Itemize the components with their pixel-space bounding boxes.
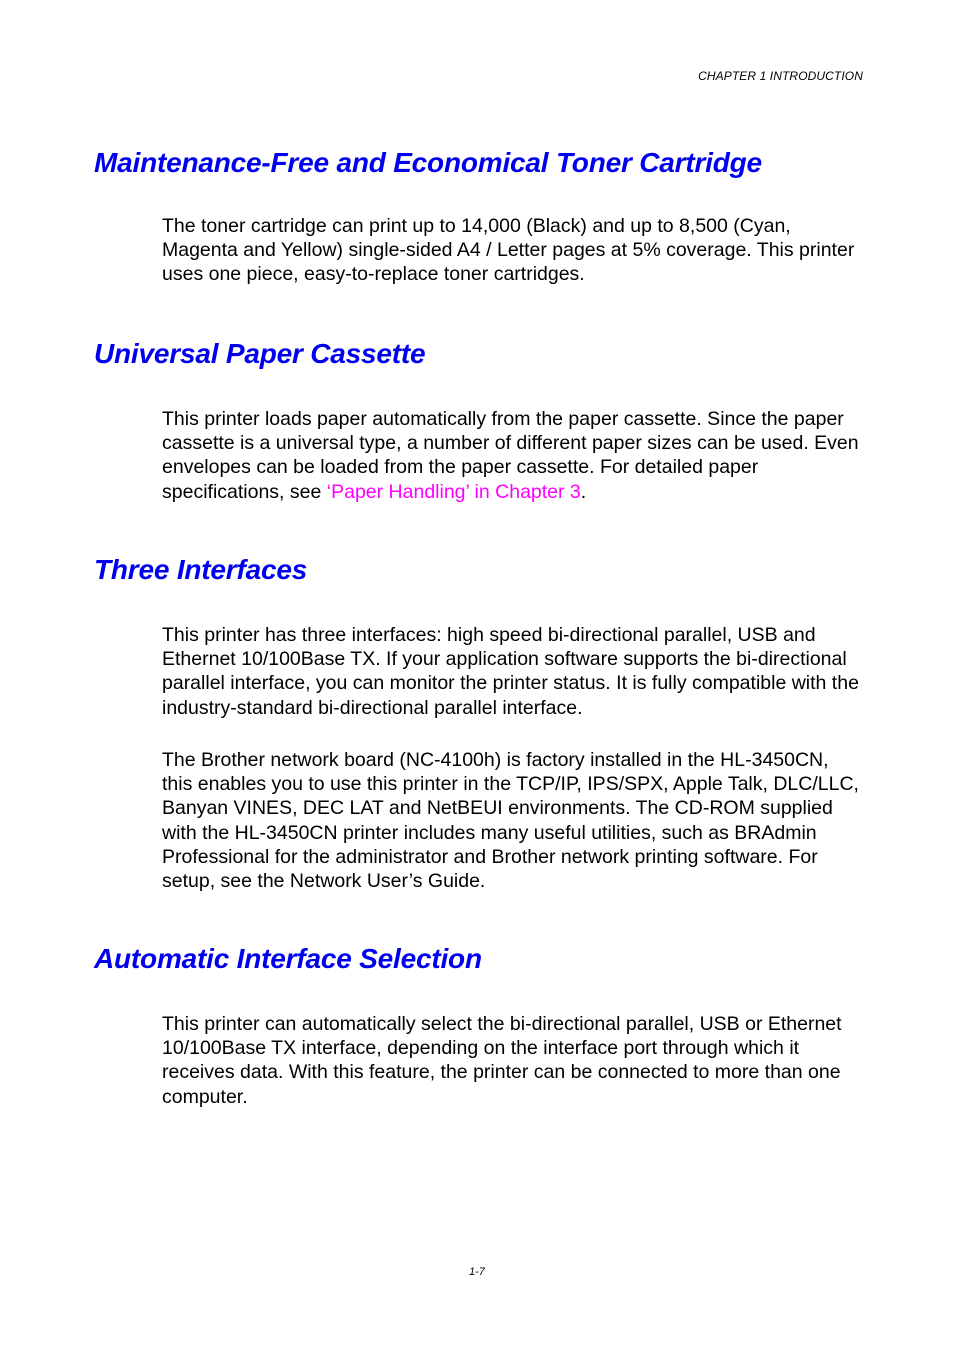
paragraph-paper-cassette-text: This printer loads paper automatically from the paper cassette. Since the paper cassette is a universal type, a number of different paper sizes can be used. Even envelopes can be loaded from the paper cassette. For detailed paper specifications, see bbox=[162, 408, 859, 503]
paragraph-paper-cassette bbox=[162, 407, 862, 504]
page-number: 1-7 bbox=[469, 1266, 485, 1278]
heading-three-interfaces: Three Interfaces bbox=[94, 554, 308, 585]
heading-automatic-interface-selection: Automatic Interface Selection bbox=[94, 943, 482, 974]
heading-paper-cassette: Universal Paper Cassette bbox=[94, 338, 426, 369]
paragraph-toner-cartridge: The toner cartridge can print up to 14,000 (Black) and up to 8,500 (Cyan, Magenta and Yellow) single-sided A4 / Letter pages at 5% coverage. This printer uses one piece, easy-to-replace toner cartridges. bbox=[162, 215, 855, 286]
link-paper-handling[interactable]: ‘Paper Handling’ in Chapter 3 bbox=[326, 480, 581, 503]
heading-toner-cartridge: Maintenance-Free and Economical Toner Cartridge bbox=[94, 147, 762, 178]
paragraph-automatic-interface-selection: This printer can automatically select the bi-directional parallel, USB or Ethernet 10/100Base TX interface, depending on the interface port through which it receives data. With this feature, the printer can be connected to more than one computer. bbox=[162, 1013, 842, 1108]
paragraph-interfaces-1: This printer has three interfaces: high speed bi-directional parallel, USB and Ethernet 10/100Base TX. If your application software supports the bi-directional parallel interface, you can monitor the printer status. It is fully compatible with the industry-standard bi-directional parallel interface. bbox=[162, 624, 859, 719]
running-header: CHAPTER 1 INTRODUCTION bbox=[698, 69, 863, 83]
paragraph-interfaces-2: The Brother network board (NC-4100h) is factory installed in the HL-3450CN, this enables you to use this printer in the TCP/IP, IPS/SPX, Apple Talk, DLC/LLC, Banyan VINES, DEC LAT and NetBEUI environments. The CD-ROM supplied with the HL-3450CN printer includes many useful utilities, such as BRAdmin Professional for the administrator and Brother network printing software. For setup, see the Network User’s Guide. bbox=[162, 749, 859, 893]
paragraph-paper-cassette-end: . bbox=[580, 480, 587, 503]
